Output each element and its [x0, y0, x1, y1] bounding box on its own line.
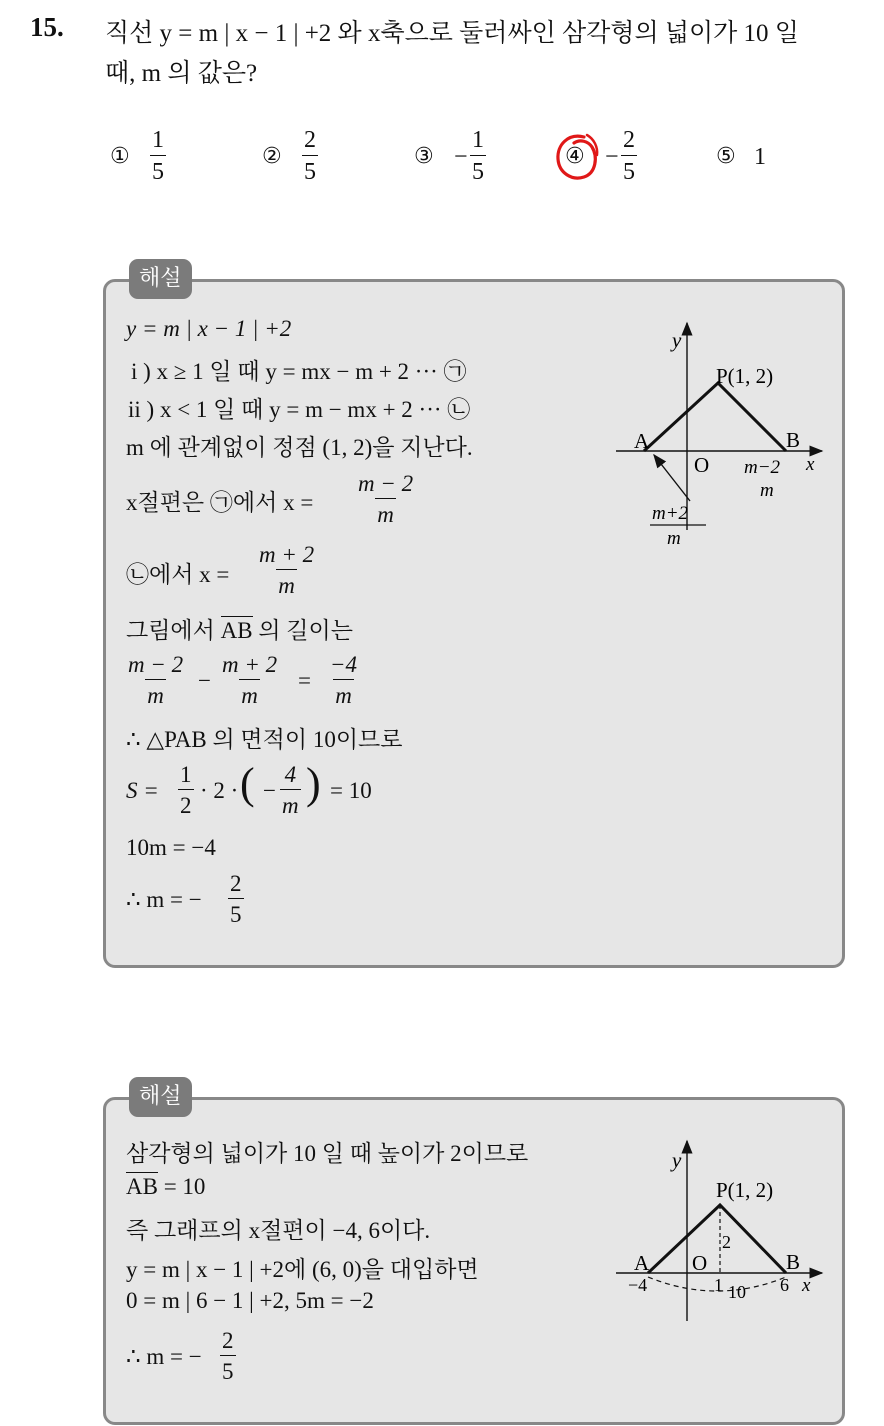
- sol1-line-7-post: 의 길이는: [258, 618, 353, 643]
- question-line-1: 직선 y = m | x − 1 | +2 와 x축으로 둘러싸인 삼각형의 넓이가 10 일: [105, 20, 799, 47]
- graph-1-pointer-arrow: [654, 455, 690, 501]
- graph-1-b-numerator: m−2: [744, 457, 781, 478]
- sol1-line-6-denominator: m: [276, 569, 297, 597]
- sol1-line-12-den: 5: [228, 898, 244, 926]
- sol2-line-6-num: 2: [222, 1328, 234, 1353]
- choice-3-numerator: 1: [472, 127, 484, 153]
- graph-1-origin: O: [694, 453, 710, 477]
- choice-2[interactable]: [262, 126, 342, 192]
- choice-3-denominator: 5: [470, 155, 486, 184]
- sol2-segment-ab: AB: [126, 1174, 158, 1199]
- choice-3-fraction: [470, 126, 486, 184]
- sol1-line-8-frac-c: [328, 651, 359, 707]
- choice-4-mark: ④: [565, 144, 585, 169]
- sol1-line-10-inner-num: 4: [284, 762, 297, 787]
- sol1-line-12-num: 2: [230, 871, 242, 896]
- sol1-line-10-rparen: ): [306, 759, 321, 808]
- sol1-line-7-pre: 그림에서: [126, 618, 215, 643]
- graph-2-tick-neg4: −4: [628, 1275, 648, 1295]
- graph-2-point-a: A: [634, 1251, 650, 1275]
- sol2-line-3: 즉 그래프의 x절편이 −4, 6이다.: [126, 1218, 431, 1243]
- graph-2-tick-6: 6: [780, 1275, 789, 1295]
- choice-5-value: 1: [754, 144, 766, 170]
- sol1-line-7: [126, 612, 353, 645]
- sol1-line-6-fraction: [257, 541, 316, 597]
- graph-1-v-line: [644, 383, 786, 451]
- sol1-line-6-text: ㉡에서 x =: [126, 562, 230, 587]
- sol1-line-10-half: [178, 761, 194, 817]
- sol1-line-12-frac: [228, 870, 244, 926]
- sol1-line-10-half-num: 1: [180, 762, 192, 787]
- graph-1-point-b: B: [786, 428, 801, 452]
- question-text: [105, 14, 865, 94]
- segment-ab-label: AB: [220, 618, 253, 643]
- graph-2-x-label: x: [802, 1275, 811, 1296]
- graph-2-tick-1: 1: [714, 1275, 723, 1295]
- sol1-line-8-minus: −: [198, 668, 211, 693]
- graph-2-base-length: 10: [728, 1282, 746, 1302]
- sol2-line-1: 삼각형의 넓이가 10 일 때 높이가 2이므로: [126, 1141, 529, 1166]
- solution-tag-2: 해설: [129, 1077, 192, 1117]
- sol1-line-8-frac-b-den: m: [239, 679, 260, 707]
- graph-2-height-label: 2: [722, 1232, 731, 1252]
- sol1-line-10-inner-sign: −: [263, 778, 276, 803]
- sol1-line-10-eq: = 10: [330, 778, 372, 803]
- graph-1-a-numerator: m+2: [652, 503, 689, 524]
- choice-2-fraction: [302, 126, 318, 184]
- sol1-line-10-mid: · 2 ·: [200, 778, 239, 803]
- sol1-line-5-numerator: m − 2: [358, 471, 414, 496]
- sol1-line-1: y = m | x − 1 | +2: [126, 316, 292, 341]
- graph-2-y-label: y: [672, 1148, 682, 1172]
- graph-2-origin: O: [692, 1251, 708, 1275]
- choice-3[interactable]: [414, 126, 504, 192]
- choice-1-denominator: 5: [150, 155, 166, 184]
- graph-1-a-denominator: m: [667, 528, 681, 549]
- graph-1-b-denominator: m: [760, 480, 774, 501]
- graph-1: [610, 315, 830, 555]
- choice-1-fraction: [150, 126, 166, 184]
- graph-1-y-label: y: [672, 328, 682, 352]
- answer-circle-mark: [554, 131, 600, 183]
- sol1-line-3: ii ) x < 1 일 때 y = m − mx + 2 ··· ㉡: [128, 397, 471, 422]
- choice-4-fraction: [621, 126, 637, 184]
- sol1-line-10-inner-den: m: [280, 789, 301, 817]
- choice-2-numerator: 2: [304, 127, 316, 153]
- sol2-line-4: y = m | x − 1 | +2에 (6, 0)을 대입하면: [126, 1257, 479, 1282]
- graph-2: [610, 1135, 830, 1325]
- question-line-2: 때, m 의 값은?: [105, 60, 258, 87]
- choice-4-numerator: 2: [623, 127, 635, 153]
- choice-3-sign: −: [454, 144, 468, 170]
- choice-5-mark: ⑤: [716, 144, 736, 169]
- sol1-line-10-inner-frac: [280, 761, 301, 817]
- sol1-line-8-frac-b: [220, 651, 279, 707]
- sol1-line-8-frac-a-num: m − 2: [128, 652, 184, 677]
- graph-2-point-p: P(1, 2): [716, 1178, 774, 1202]
- graph-1-point-p: P(1, 2): [716, 364, 774, 388]
- sol2-line-2-post: = 10: [157, 1174, 206, 1199]
- sol1-line-10-s: S =: [126, 778, 159, 803]
- sol1-line-8-frac-b-num: m + 2: [222, 652, 278, 677]
- sol2-line-6-frac: [220, 1327, 236, 1383]
- choice-4-sign: −: [605, 144, 619, 170]
- graph-2-point-b: B: [786, 1250, 801, 1274]
- choice-2-mark: ②: [262, 144, 282, 169]
- sol1-line-10-lparen: (: [240, 759, 255, 808]
- choice-1-mark: ①: [110, 144, 130, 169]
- graph-1-point-a: A: [634, 429, 650, 453]
- graph-1-x-label: x: [806, 454, 815, 475]
- sol1-line-9: ∴ △PAB 의 면적이 10이므로: [126, 727, 403, 752]
- sol1-line-8-frac-a-den: m: [145, 679, 166, 707]
- sol1-line-2: i ) x ≥ 1 일 때 y = mx − m + 2 ··· ㉠: [131, 359, 467, 384]
- graph-2-v-line: [648, 1205, 786, 1273]
- sol2-line-5: 0 = m | 6 − 1 | +2, 5m = −2: [126, 1288, 374, 1313]
- sol2-line-2: [126, 1174, 205, 1200]
- solution-tag-1: 해설: [129, 259, 192, 299]
- choice-5[interactable]: [716, 126, 786, 192]
- sol1-line-5-text: x절편은 ㉠에서 x =: [126, 490, 314, 515]
- sol1-line-8-frac-c-den: m: [333, 679, 354, 707]
- choice-1[interactable]: [110, 126, 190, 192]
- sol1-line-6-numerator: m + 2: [259, 542, 315, 567]
- sol1-line-4: m 에 관계없이 정점 (1, 2)을 지난다.: [126, 435, 473, 460]
- choice-3-mark: ③: [414, 144, 434, 169]
- sol1-line-5-fraction: [356, 470, 415, 526]
- sol1-line-10-half-den: 2: [178, 789, 194, 817]
- question-number: 15.: [30, 12, 64, 42]
- sol1-line-5-denominator: m: [375, 498, 396, 526]
- sol2-line-6-den: 5: [220, 1355, 236, 1383]
- sol1-line-11: 10m = −4: [126, 835, 216, 860]
- sol1-line-12-pre: ∴ m = −: [126, 887, 202, 912]
- choice-2-denominator: 5: [302, 155, 318, 184]
- sol1-line-8-frac-a: [126, 651, 185, 707]
- sol1-line-8-frac-c-num: −4: [330, 652, 358, 677]
- sol1-line-8-equals: =: [298, 668, 311, 693]
- choice-1-numerator: 1: [152, 127, 164, 153]
- sol2-line-6-pre: ∴ m = −: [126, 1344, 202, 1369]
- choice-4-denominator: 5: [621, 155, 637, 184]
